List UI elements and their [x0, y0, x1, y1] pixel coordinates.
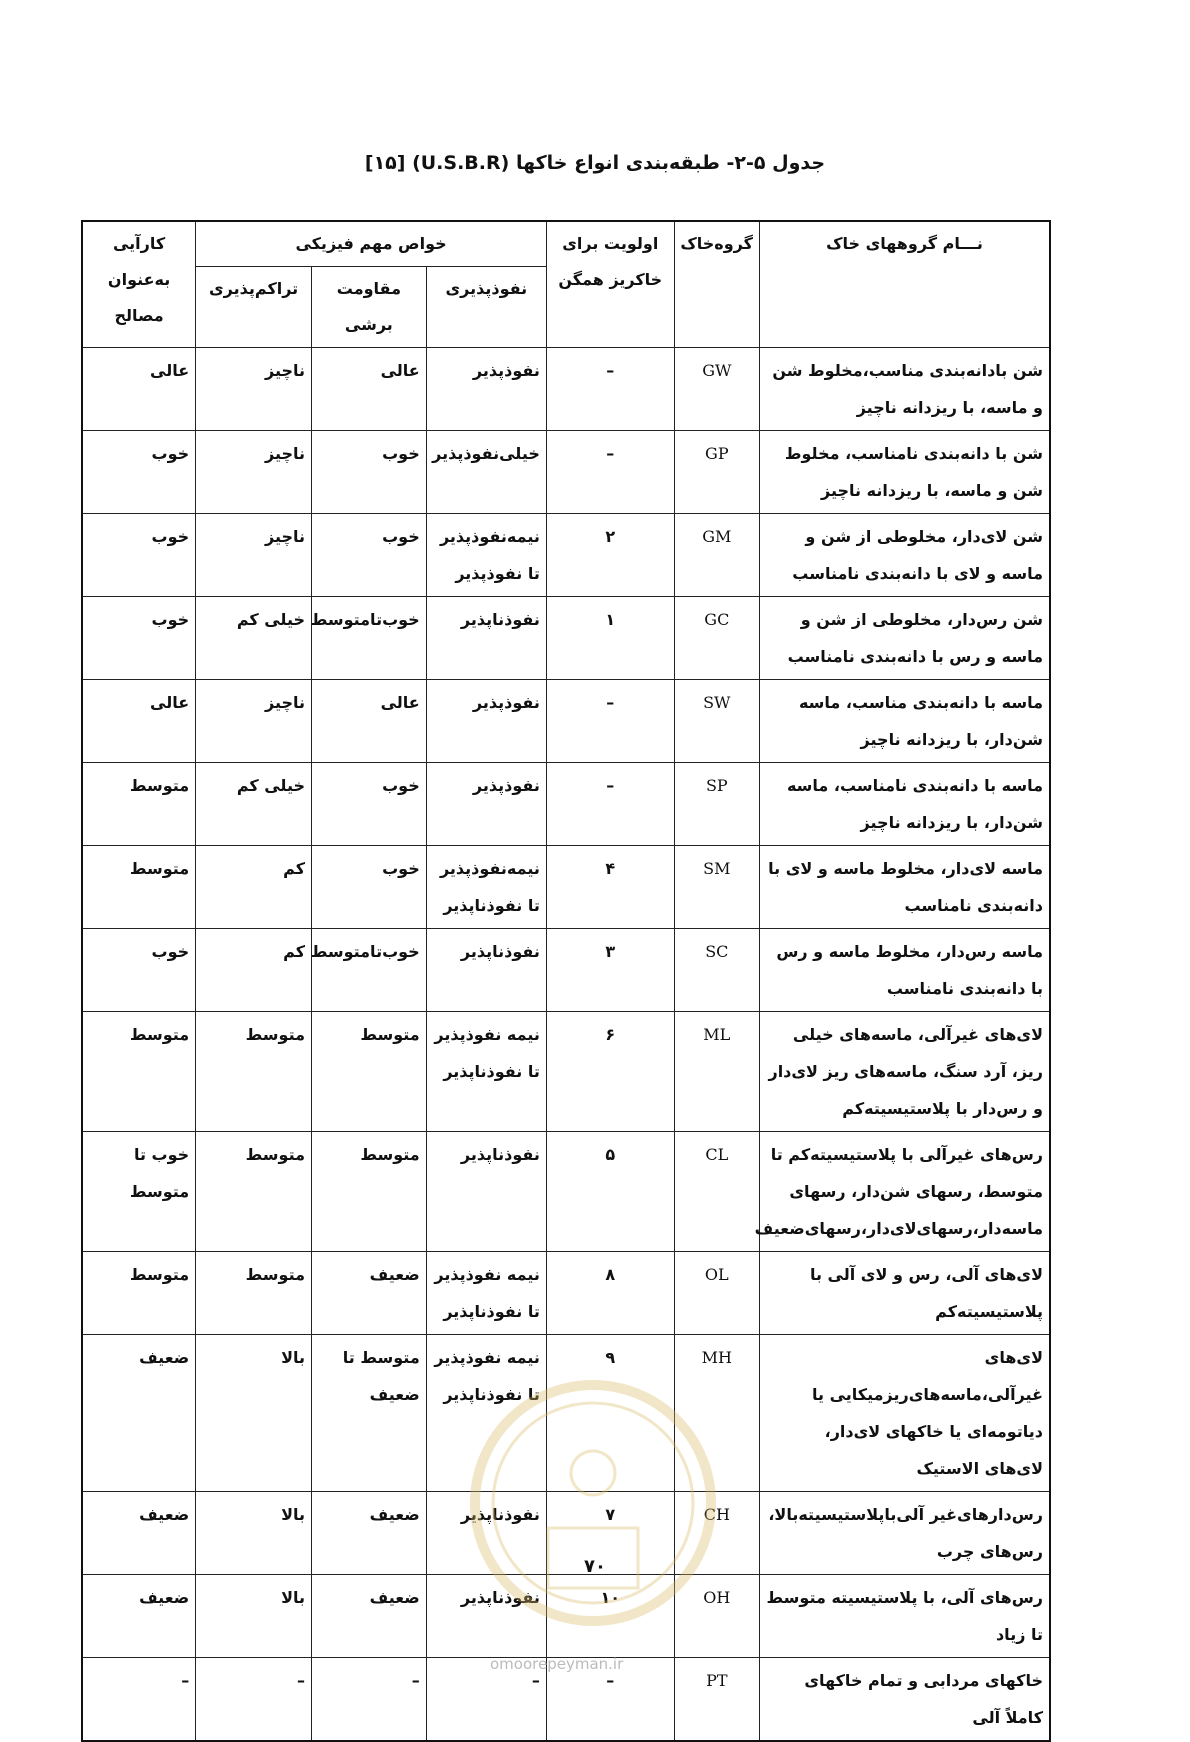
compressibility-cell: متوسط: [196, 1132, 312, 1252]
group-code-cell: GW: [674, 348, 759, 431]
compressibility-cell: بالا: [196, 1575, 312, 1658]
permeability-cell: نیمه نفوذپذیر تا نفوذناپذیر: [426, 1252, 546, 1335]
priority-cell: ۶: [546, 1012, 674, 1132]
group-code-cell: CH: [674, 1492, 759, 1575]
group-code-cell: SM: [674, 846, 759, 929]
permeability-cell: نیمه نفوذپذیر تا نفوذناپذیر: [426, 1012, 546, 1132]
priority-cell: ۸: [546, 1252, 674, 1335]
shear-strength-cell: خوب‌تامتوسط: [312, 597, 427, 680]
priority-cell: ۹: [546, 1335, 674, 1492]
efficiency-cell: خوب: [82, 431, 196, 514]
efficiency-cell: متوسط: [82, 846, 196, 929]
table-row: [82, 1012, 1050, 1132]
group-code-cell: OH: [674, 1575, 759, 1658]
watermark-logo: [468, 1378, 718, 1628]
permeability-cell: نیمه نفوذپذیر تا نفوذناپذیر: [426, 1335, 546, 1492]
compressibility-cell: –: [196, 1658, 312, 1742]
header-permeability: نفوذپذیری: [426, 267, 546, 348]
table-row: [82, 1132, 1050, 1252]
compressibility-cell: بالا: [196, 1335, 312, 1492]
compressibility-cell: متوسط: [196, 1252, 312, 1335]
table-row: [82, 763, 1050, 846]
page-number: ۷۰: [584, 1556, 606, 1577]
group-code-cell: SW: [674, 680, 759, 763]
priority-cell: ۳: [546, 929, 674, 1012]
permeability-cell: –: [426, 1658, 546, 1742]
soil-name-cell: ماسه با دانه‌بندی نامناسب، ماسه شن‌دار، با ریزدانه ناچیز: [759, 763, 1050, 846]
priority-cell: ۴: [546, 846, 674, 929]
shear-strength-cell: عالی: [312, 348, 427, 431]
priority-cell: –: [546, 680, 674, 763]
shear-strength-cell: ضعیف: [312, 1252, 427, 1335]
shear-strength-cell: ضعیف: [312, 1575, 427, 1658]
efficiency-cell: –: [82, 1658, 196, 1742]
group-code-cell: PT: [674, 1658, 759, 1742]
soil-name-cell: خاکهای مردابی و تمام خاکهای کاملاً آلی: [759, 1658, 1050, 1742]
permeability-cell: نفوذناپذیر: [426, 1575, 546, 1658]
table-row: [82, 1252, 1050, 1335]
soil-name-cell: لای‌های غیرآلی، ماسه‌های خیلی ریز، آرد سنگ، ماسه‌های ریز لای‌دار و رس‌دار با پلاستیسیته‌کم: [759, 1012, 1050, 1132]
compressibility-cell: کم: [196, 846, 312, 929]
priority-cell: ۱: [546, 597, 674, 680]
soil-name-cell: رس‌های غیرآلی با پلاستیسیته‌کم تا متوسط، رسهای شن‌دار، رسهای ماسه‌دار،رسهای‌لای‌دار،رسهای‌ضعیف: [759, 1132, 1050, 1252]
shear-strength-cell: خوب: [312, 431, 427, 514]
shear-strength-cell: خوب: [312, 763, 427, 846]
soil-name-cell: شن لای‌دار، مخلوطی از شن و ماسه و لای با دانه‌بندی نامناسب: [759, 514, 1050, 597]
compressibility-cell: ناچیز: [196, 431, 312, 514]
header-compressibility: تراکم‌پذیری: [196, 267, 312, 348]
compressibility-cell: بالا: [196, 1492, 312, 1575]
shear-strength-cell: عالی: [312, 680, 427, 763]
group-code-cell: CL: [674, 1132, 759, 1252]
efficiency-cell: خوب: [82, 514, 196, 597]
compressibility-cell: متوسط: [196, 1012, 312, 1132]
efficiency-cell: خوب تا متوسط: [82, 1132, 196, 1252]
permeability-cell: نفوذپذیر: [426, 763, 546, 846]
efficiency-cell: خوب: [82, 597, 196, 680]
soil-name-cell: رس‌های آلی، با پلاستیسیته متوسط تا زیاد: [759, 1575, 1050, 1658]
efficiency-cell: متوسط: [82, 763, 196, 846]
shear-strength-cell: –: [312, 1658, 427, 1742]
table-title: جدول ۵-۲- طبقه‌بندی انواع خاکها (U.S.B.R) [۱۵]: [364, 152, 826, 174]
shear-strength-cell: خوب‌تامتوسط: [312, 929, 427, 1012]
efficiency-cell: ضعیف: [82, 1492, 196, 1575]
header-physical-properties: خواص مهم فیزیکی: [196, 221, 547, 267]
soil-name-cell: لای‌های آلی، رس و لای آلی با پلاستیسیته‌کم: [759, 1252, 1050, 1335]
compressibility-cell: کم: [196, 929, 312, 1012]
header-soil-groups: نـــام گروههای خاک: [759, 221, 1050, 348]
shear-strength-cell: ضعیف: [312, 1492, 427, 1575]
efficiency-cell: ضعیف: [82, 1575, 196, 1658]
permeability-cell: نفوذپذیر: [426, 348, 546, 431]
soil-name-cell: لای‌های غیرآلی،ماسه‌های‌ریزمیکایی یا دیاتومه‌ای یا خاکهای لای‌دار، لای‌های الاستیک: [759, 1335, 1050, 1492]
permeability-cell: نیمه‌نفوذپذیر تا نفوذپذیر: [426, 514, 546, 597]
table-row: [82, 348, 1050, 431]
group-code-cell: GC: [674, 597, 759, 680]
table-row: [82, 431, 1050, 514]
header-priority: اولویت برای خاکریز همگن: [546, 221, 674, 348]
shear-strength-cell: خوب: [312, 514, 427, 597]
shear-strength-cell: متوسط: [312, 1132, 427, 1252]
compressibility-cell: ناچیز: [196, 680, 312, 763]
table-row: [82, 597, 1050, 680]
priority-cell: ۵: [546, 1132, 674, 1252]
efficiency-cell: خوب: [82, 929, 196, 1012]
priority-cell: ۱۰: [546, 1575, 674, 1658]
compressibility-cell: ناچیز: [196, 514, 312, 597]
permeability-cell: نیمه‌نفوذپذیر تا نفوذناپذیر: [426, 846, 546, 929]
efficiency-cell: ضعیف: [82, 1335, 196, 1492]
priority-cell: ۷: [546, 1492, 674, 1575]
permeability-cell: نفوذناپذیر: [426, 1132, 546, 1252]
shear-strength-cell: متوسط: [312, 1012, 427, 1132]
table-row: [82, 680, 1050, 763]
table-row: [82, 514, 1050, 597]
group-code-cell: GM: [674, 514, 759, 597]
soil-name-cell: ماسه لای‌دار، مخلوط ماسه و لای با دانه‌بندی نامناسب: [759, 846, 1050, 929]
permeability-cell: نفوذناپذیر: [426, 929, 546, 1012]
priority-cell: –: [546, 431, 674, 514]
compressibility-cell: خیلی کم: [196, 763, 312, 846]
permeability-cell: خیلی‌نفوذپذیر: [426, 431, 546, 514]
efficiency-cell: متوسط: [82, 1252, 196, 1335]
soil-name-cell: ماسه با دانه‌بندی مناسب، ماسه شن‌دار، با ریزدانه ناچیز: [759, 680, 1050, 763]
table-row: [82, 929, 1050, 1012]
soil-name-cell: شن رس‌دار، مخلوطی از شن و ماسه و رس با دانه‌بندی نامناسب: [759, 597, 1050, 680]
header-group-code: گروه‌خاک: [674, 221, 759, 348]
group-code-cell: GP: [674, 431, 759, 514]
shear-strength-cell: خوب: [312, 846, 427, 929]
priority-cell: ۲: [546, 514, 674, 597]
group-code-cell: OL: [674, 1252, 759, 1335]
efficiency-cell: متوسط: [82, 1012, 196, 1132]
compressibility-cell: خیلی کم: [196, 597, 312, 680]
soil-name-cell: شن بادانه‌بندی مناسب،مخلوط شن و ماسه، با ریزدانه ناچیز: [759, 348, 1050, 431]
priority-cell: –: [546, 348, 674, 431]
soil-name-cell: شن با دانه‌بندی نامناسب، مخلوط شن و ماسه، با ریزدانه ناچیز: [759, 431, 1050, 514]
priority-cell: –: [546, 1658, 674, 1742]
permeability-cell: نفوذناپذیر: [426, 597, 546, 680]
soil-name-cell: ماسه رس‌دار، مخلوط ماسه و رس با دانه‌بندی نامناسب: [759, 929, 1050, 1012]
header-efficiency: کارآیی به‌عنوان مصالح: [82, 221, 196, 348]
efficiency-cell: عالی: [82, 680, 196, 763]
header-shear-strength: مقاومت برشی: [312, 267, 427, 348]
group-code-cell: SP: [674, 763, 759, 846]
compressibility-cell: ناچیز: [196, 348, 312, 431]
group-code-cell: MH: [674, 1335, 759, 1492]
shear-strength-cell: متوسط تا ضعیف: [312, 1335, 427, 1492]
group-code-cell: SC: [674, 929, 759, 1012]
permeability-cell: نفوذناپذیر: [426, 1492, 546, 1575]
permeability-cell: نفوذپذیر: [426, 680, 546, 763]
group-code-cell: ML: [674, 1012, 759, 1132]
priority-cell: –: [546, 763, 674, 846]
table-row: [82, 846, 1050, 929]
watermark-site: omoorepeyman.ir: [490, 1655, 624, 1673]
soil-name-cell: رس‌دارهای‌غیر آلی‌باپلاستیسیته‌بالا، رس‌های چرب: [759, 1492, 1050, 1575]
efficiency-cell: عالی: [82, 348, 196, 431]
